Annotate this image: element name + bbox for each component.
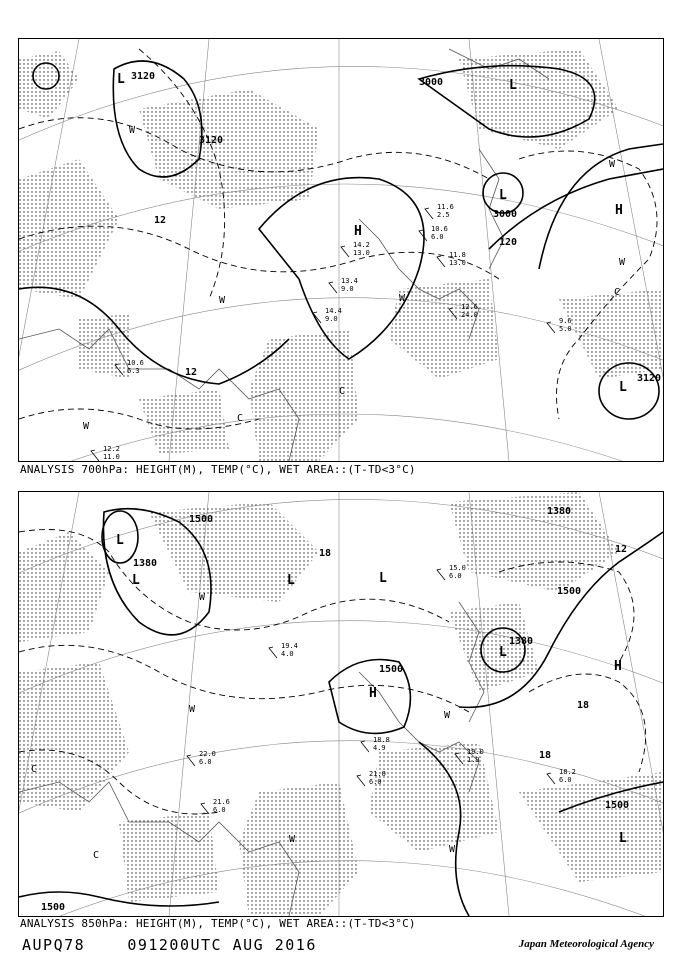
low-center-label: L bbox=[287, 573, 295, 588]
wind-barb bbox=[341, 246, 349, 257]
wet-area bbox=[139, 389, 229, 454]
contour-value-label: 12 bbox=[154, 215, 167, 226]
low-center-label: L bbox=[117, 72, 125, 87]
station-plot bbox=[199, 750, 216, 766]
high-center-label: H bbox=[615, 203, 623, 218]
station-dewpoint-depression: 13.0 bbox=[353, 249, 370, 257]
station-temperature: 11.6 bbox=[437, 203, 454, 211]
wet-area bbox=[519, 772, 663, 882]
contour-value-label: 1500 bbox=[557, 586, 582, 597]
warm-label: W bbox=[219, 295, 226, 306]
station-plot bbox=[559, 768, 576, 784]
station-dewpoint-depression: 5.0 bbox=[559, 325, 572, 333]
contour-value-label: 18 bbox=[577, 700, 590, 711]
low-center-label: L bbox=[499, 188, 507, 203]
station-plot bbox=[103, 445, 120, 461]
station-temperature: 12.6 bbox=[461, 303, 478, 311]
station-plot bbox=[341, 277, 358, 293]
station-dewpoint-depression: 9.0 bbox=[341, 285, 354, 293]
low-center-label: L bbox=[379, 571, 387, 586]
station-dewpoint-depression: 6.3 bbox=[127, 367, 140, 375]
contour-value-label: 18 bbox=[539, 750, 552, 761]
station-temperature: 22.0 bbox=[199, 750, 216, 758]
high-center-label: H bbox=[614, 659, 622, 674]
wind-barb bbox=[269, 647, 277, 658]
contour-value-label: 3000 bbox=[493, 209, 518, 220]
warm-label: W bbox=[189, 704, 196, 715]
contour-value-label: 12 bbox=[185, 367, 198, 378]
warm-label: W bbox=[444, 710, 451, 721]
station-plot bbox=[281, 642, 298, 658]
low-center-label: L bbox=[132, 573, 140, 588]
station-plots bbox=[187, 564, 576, 814]
valid-time: 091200UTC AUG 2016 bbox=[127, 936, 317, 954]
contour-value-label: 1380 bbox=[547, 506, 572, 517]
wind-barb bbox=[357, 775, 365, 786]
cold-label: C bbox=[614, 287, 621, 298]
panel-caption-850hpa: ANALYSIS 850hPa: HEIGHT(M), TEMP(°C), WET AREA::(T-TD<3°C) bbox=[20, 917, 416, 930]
height-contour bbox=[19, 287, 289, 384]
station-temperature: 10.6 bbox=[431, 225, 448, 233]
low-center-label: L bbox=[509, 78, 517, 93]
station-plot bbox=[127, 359, 144, 375]
low-center-label: L bbox=[116, 533, 124, 548]
contour-value-label: 3120 bbox=[637, 373, 662, 384]
wind-barb bbox=[201, 803, 209, 814]
station-temperature: 14.4 bbox=[325, 307, 342, 315]
contour-value-label: 1380 bbox=[509, 636, 534, 647]
warm-label: W bbox=[83, 421, 90, 432]
station-plot bbox=[449, 564, 466, 580]
contour-value-label: 3000 bbox=[419, 77, 444, 88]
station-temperature: 19.4 bbox=[281, 642, 298, 650]
contour-value-label: 1500 bbox=[605, 800, 630, 811]
wet-area bbox=[559, 289, 663, 379]
wind-barb bbox=[425, 208, 433, 219]
station-plot bbox=[559, 317, 572, 333]
warm-label: W bbox=[289, 834, 296, 845]
station-dewpoint-depression: 2.5 bbox=[437, 211, 450, 219]
wind-barb bbox=[91, 450, 99, 461]
station-dewpoint-depression: 9.0 bbox=[325, 315, 338, 323]
station-dewpoint-depression: 6.0 bbox=[431, 233, 444, 241]
low-center-label: L bbox=[499, 645, 507, 660]
station-temperature: 18.2 bbox=[559, 768, 576, 776]
height-contour bbox=[539, 144, 663, 269]
cold-label: C bbox=[339, 386, 346, 397]
warm-label: W bbox=[399, 293, 406, 304]
weather-map-700hpa bbox=[19, 39, 663, 461]
map-panel-850hpa bbox=[18, 491, 664, 917]
station-plot bbox=[213, 798, 230, 814]
station-dewpoint-depression: 6.0 bbox=[199, 758, 212, 766]
wet-area bbox=[119, 812, 219, 902]
station-temperature: 10.6 bbox=[127, 359, 144, 367]
station-dewpoint-depression: 11.0 bbox=[103, 453, 120, 461]
warm-label: W bbox=[609, 159, 616, 170]
station-temperature: 15.0 bbox=[449, 564, 466, 572]
station-temperature: 19.0 bbox=[467, 748, 484, 756]
wind-barb bbox=[361, 741, 369, 752]
low-center-label: L bbox=[619, 380, 627, 395]
latitude-line bbox=[19, 621, 663, 712]
station-temperature: 12.2 bbox=[103, 445, 120, 453]
chart-code-line bbox=[22, 936, 317, 954]
station-dewpoint-depression: 4.9 bbox=[373, 744, 386, 752]
station-plot bbox=[373, 736, 390, 752]
wet-area-layer bbox=[19, 492, 663, 916]
cold-label: C bbox=[31, 764, 38, 775]
station-temperature: 13.4 bbox=[341, 277, 358, 285]
station-plot bbox=[325, 307, 342, 323]
contour-value-label: 12 bbox=[615, 544, 628, 555]
wet-area bbox=[449, 492, 619, 592]
warm-label: W bbox=[199, 592, 206, 603]
warm-label: W bbox=[619, 257, 626, 268]
station-dewpoint-depression: 24.0 bbox=[461, 311, 478, 319]
station-plot bbox=[449, 251, 466, 267]
weather-map-850hpa bbox=[19, 492, 663, 916]
wind-barb bbox=[329, 282, 337, 293]
wet-area bbox=[139, 89, 319, 209]
station-plot bbox=[431, 225, 448, 241]
contour-value-label: 1380 bbox=[133, 558, 158, 569]
station-dewpoint-depression: 6.0 bbox=[559, 776, 572, 784]
agency-name: Japan Meteorological Agency bbox=[518, 938, 654, 950]
station-dewpoint-depression: 1.9 bbox=[467, 756, 480, 764]
station-temperature: 9.6 bbox=[559, 317, 572, 325]
wind-barb bbox=[437, 569, 445, 580]
station-dewpoint-depression: 6.0 bbox=[213, 806, 226, 814]
contour-value-label: 3120 bbox=[199, 135, 224, 146]
wind-barb bbox=[437, 256, 445, 267]
high-center-label: H bbox=[354, 224, 362, 239]
wet-area bbox=[79, 314, 129, 379]
station-temperature: 11.8 bbox=[449, 251, 466, 259]
cold-label: C bbox=[237, 413, 244, 424]
warm-label: W bbox=[129, 125, 136, 136]
wet-area-layer bbox=[19, 49, 663, 461]
station-dewpoint-depression: 6.0 bbox=[369, 778, 382, 786]
station-dewpoint-depression: 6.0 bbox=[449, 572, 462, 580]
station-temperature: 21.0 bbox=[369, 770, 386, 778]
station-plot bbox=[437, 203, 454, 219]
wet-area bbox=[19, 159, 119, 299]
contour-value-label: 120 bbox=[499, 237, 518, 248]
station-temperature: 14.2 bbox=[353, 241, 370, 249]
station-temperature: 18.8 bbox=[373, 736, 390, 744]
panel-caption-700hpa: ANALYSIS 700hPa: HEIGHT(M), TEMP(°C), WET AREA::(T-TD<3°C) bbox=[20, 463, 416, 476]
contour-value-label: 1500 bbox=[41, 902, 66, 913]
warm-label: W bbox=[449, 844, 456, 855]
contour-value-label: 1500 bbox=[379, 664, 404, 675]
wind-barb bbox=[547, 773, 555, 784]
chart-code: AUPQ78 bbox=[22, 936, 86, 954]
wet-area bbox=[19, 532, 109, 642]
contour-value-label: 1500 bbox=[189, 514, 214, 525]
station-dewpoint-depression: 4.0 bbox=[281, 650, 294, 658]
high-center-label: H bbox=[369, 686, 377, 701]
map-panel-700hpa bbox=[18, 38, 664, 462]
station-temperature: 21.6 bbox=[213, 798, 230, 806]
low-center-label: L bbox=[619, 831, 627, 846]
station-plot bbox=[353, 241, 370, 257]
wet-area bbox=[389, 279, 499, 379]
station-dewpoint-depression: 13.0 bbox=[449, 259, 466, 267]
cold-label: C bbox=[93, 850, 100, 861]
contour-value-label: 3120 bbox=[131, 71, 156, 82]
contour-value-label: 18 bbox=[319, 548, 332, 559]
station-plot bbox=[461, 303, 478, 319]
